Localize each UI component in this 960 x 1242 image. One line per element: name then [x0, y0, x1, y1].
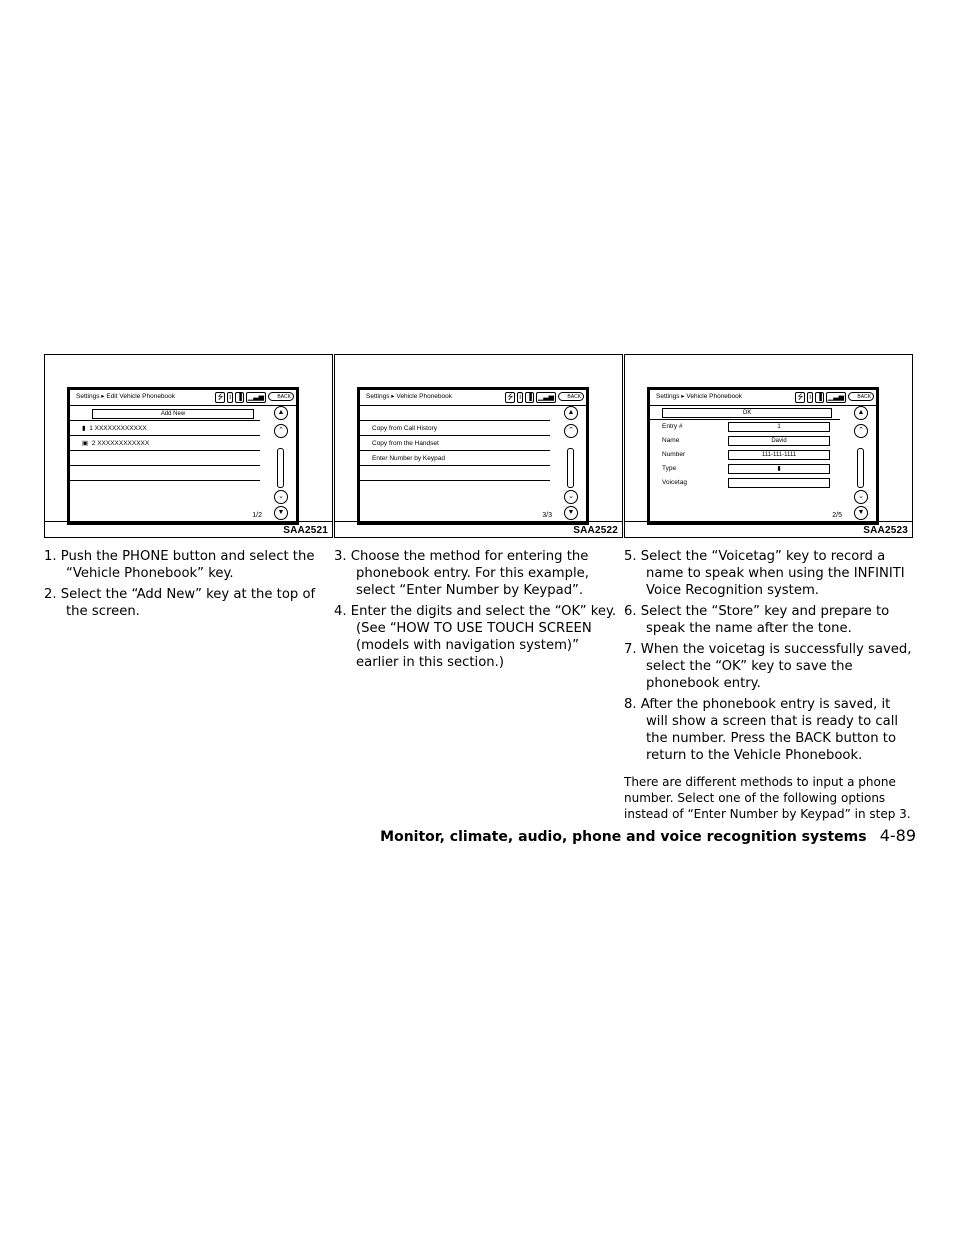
list	[360, 406, 550, 481]
battery-icon: ▐	[816, 394, 822, 401]
figure-caption: SAA2522	[335, 521, 622, 537]
page-down-icon: ▼	[564, 506, 578, 520]
scrollbar	[567, 448, 574, 488]
step-1: 1. Push the PHONE button and select the “Vehicle Phonebook” key.	[44, 549, 315, 581]
form-row: Voicetag	[650, 476, 840, 490]
add-new-key: Add New	[92, 409, 254, 419]
step-5: 5. Select the “Voicetag” key to record a name to speak when using the INFINITI Voice Recognition system.	[624, 549, 905, 598]
page-up-icon: ▲	[564, 406, 578, 420]
signal-icon: ▁▃▅	[827, 394, 844, 401]
step-8: 8. After the phonebook entry is saved, it will show a screen that is ready to call the number. Press the BACK button to return to the Vehicle Phonebook.	[624, 697, 899, 763]
form-row	[650, 406, 840, 420]
form-row: Entry # 1	[650, 420, 840, 434]
bluetooth-icon: ⭍	[797, 394, 804, 401]
battery-icon: ▐	[236, 394, 242, 401]
back-button: BACK	[268, 392, 294, 401]
list	[70, 406, 260, 481]
figure-vehicle-phonebook	[334, 354, 623, 538]
instructions	[334, 548, 623, 671]
instructions	[44, 548, 333, 620]
bluetooth-icon: ⭍	[507, 394, 514, 401]
figure-edit-phonebook	[44, 354, 333, 538]
page-up-icon: ▲	[274, 406, 288, 420]
list-row: ▣ 2 XXXXXXXXXXXX	[70, 436, 260, 451]
page-down-icon: ▼	[854, 506, 868, 520]
list-row	[70, 466, 260, 481]
back-button: BACK	[848, 392, 874, 401]
screen-illustration	[647, 387, 879, 525]
page-indicator: 1/2	[252, 512, 262, 519]
screen-header	[360, 390, 586, 406]
screen-illustration	[67, 387, 299, 525]
figure-caption: SAA2523	[625, 521, 912, 537]
scroll-down-icon: ⌄	[274, 490, 288, 504]
column-3	[624, 354, 913, 834]
scroll-controls	[270, 406, 292, 516]
scroll-controls	[560, 406, 582, 516]
signal-icon: ▁▃▅	[247, 394, 264, 401]
section-title: Monitor, climate, audio, phone and voice recognition systems	[380, 829, 867, 845]
form-row: Type ▮	[650, 462, 840, 476]
instructions	[624, 548, 913, 822]
step-6: 6. Select the “Store” key and prepare to speak the name after the tone.	[624, 604, 890, 636]
status-icons	[505, 392, 556, 403]
page-indicator: 2/5	[832, 512, 842, 519]
page-up-icon: ▲	[854, 406, 868, 420]
figure-caption: SAA2521	[45, 521, 332, 537]
screen-title: Settings ▸ Edit Vehicle Phonebook	[76, 393, 176, 400]
page-number: 4-89	[879, 826, 916, 845]
screen-title: Settings ▸ Vehicle Phonebook	[656, 393, 743, 400]
column-2	[334, 354, 623, 675]
scroll-controls	[850, 406, 872, 516]
step-2: 2. Select the “Add New” key at the top of the screen.	[44, 587, 316, 619]
form-row: Name David	[650, 434, 840, 448]
list-row: ▮ 1 XXXXXXXXXXXX	[70, 421, 260, 436]
scroll-down-icon: ⌄	[854, 490, 868, 504]
form-row: Number 111-111-1111	[650, 448, 840, 462]
list-row	[70, 406, 260, 421]
list-row: Enter Number by Keypad	[360, 451, 550, 466]
bluetooth-icon: ⭍	[217, 394, 224, 401]
entry-form	[650, 406, 840, 490]
page-footer	[380, 826, 916, 845]
page-down-icon: ▼	[274, 506, 288, 520]
number-field: 111-111-1111	[728, 450, 830, 460]
status-icons	[215, 392, 266, 403]
info-icon: i	[809, 394, 811, 401]
note-text: There are different methods to input a phone number. Select one of the following options instead of “Enter Number by Keypad” in step 3.	[624, 775, 911, 821]
battery-icon: ▐	[526, 394, 532, 401]
list-row	[360, 466, 550, 481]
list-row: Copy from Call History	[360, 421, 550, 436]
signal-icon: ▁▃▅	[537, 394, 554, 401]
name-field: David	[728, 436, 830, 446]
list-row: Copy from the Handset	[360, 436, 550, 451]
phone-icon: ▣	[82, 440, 89, 447]
status-icons	[795, 392, 846, 403]
step-3: 3. Choose the method for entering the phonebook entry. For this example, select “Enter Number by Keypad”.	[334, 549, 589, 598]
info-icon: i	[519, 394, 521, 401]
ok-key: OK	[662, 408, 832, 418]
screen-header	[650, 390, 876, 406]
scroll-up-icon: ⌃	[854, 424, 868, 438]
scroll-down-icon: ⌄	[564, 490, 578, 504]
entry-number-field: 1	[728, 422, 830, 432]
figure-new-entry	[624, 354, 913, 538]
column-1	[44, 354, 333, 624]
phone-icon: ▮	[82, 425, 86, 432]
scroll-up-icon: ⌃	[564, 424, 578, 438]
screen-header	[70, 390, 296, 406]
list-row	[70, 451, 260, 466]
screen-illustration	[357, 387, 589, 525]
type-field: ▮	[728, 464, 830, 474]
back-button: BACK	[558, 392, 584, 401]
page-indicator: 3/3	[542, 512, 552, 519]
scrollbar	[857, 448, 864, 488]
info-icon: i	[229, 394, 231, 401]
scrollbar	[277, 448, 284, 488]
step-7: 7. When the voicetag is successfully saved, select the “OK” key to save the phonebook entry.	[624, 642, 912, 691]
list-row	[360, 406, 550, 421]
voicetag-field	[728, 478, 830, 488]
screen-title: Settings ▸ Vehicle Phonebook	[366, 393, 453, 400]
step-4: 4. Enter the digits and select the “OK” key. (See “HOW TO USE TOUCH SCREEN (models with navigation system)” earlier in this section.)	[334, 604, 617, 670]
scroll-up-icon: ⌃	[274, 424, 288, 438]
